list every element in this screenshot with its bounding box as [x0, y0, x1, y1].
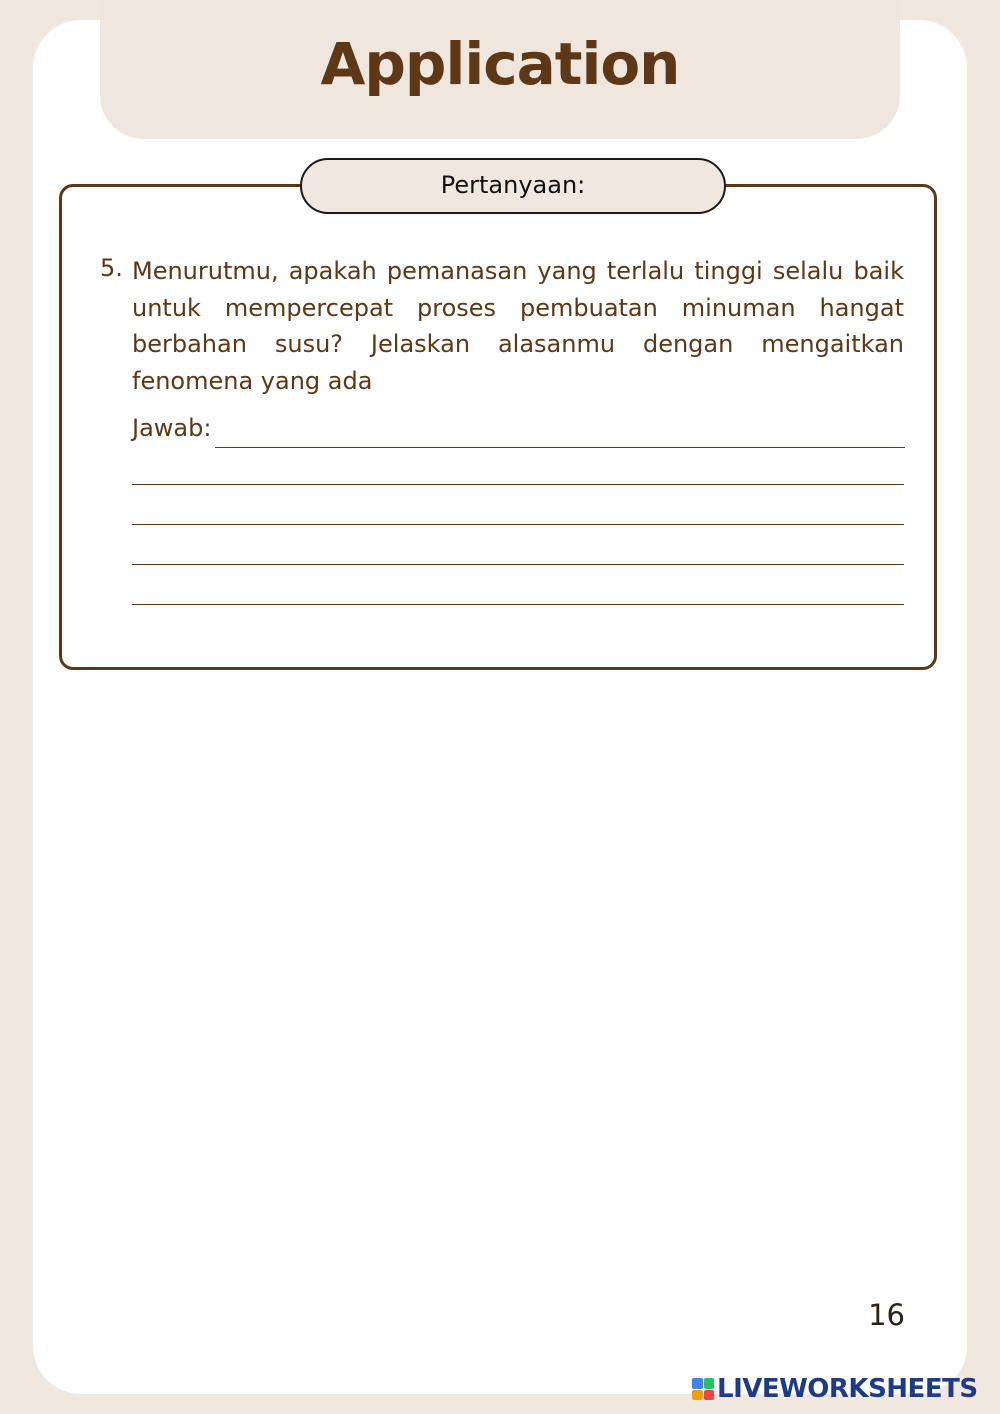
question-number: 5. — [100, 254, 123, 282]
brand-name: LIVEWORKSHEETS — [717, 1374, 978, 1404]
question-text: Menurutmu, apakah pemanasan yang terlalu tinggi selalu baik untuk mempercepat proses pembuatan minuman hangat berbahan susu? Jelaskan alasanmu dengan mengaitkan fenomena yang ada — [132, 257, 904, 395]
question-box-label: Pertanyaan: — [300, 158, 726, 214]
answer-line-4[interactable] — [132, 564, 904, 565]
answer-line-2[interactable] — [132, 484, 904, 485]
answer-label: Jawab: — [132, 414, 212, 442]
liveworksheets-logo-icon — [692, 1378, 714, 1400]
answer-line-5[interactable] — [132, 604, 904, 605]
title-banner — [100, 0, 900, 139]
page-title: Application — [320, 30, 680, 98]
answer-line-1[interactable] — [215, 447, 905, 448]
page-number: 16 — [868, 1298, 905, 1332]
answer-line-3[interactable] — [132, 524, 904, 525]
